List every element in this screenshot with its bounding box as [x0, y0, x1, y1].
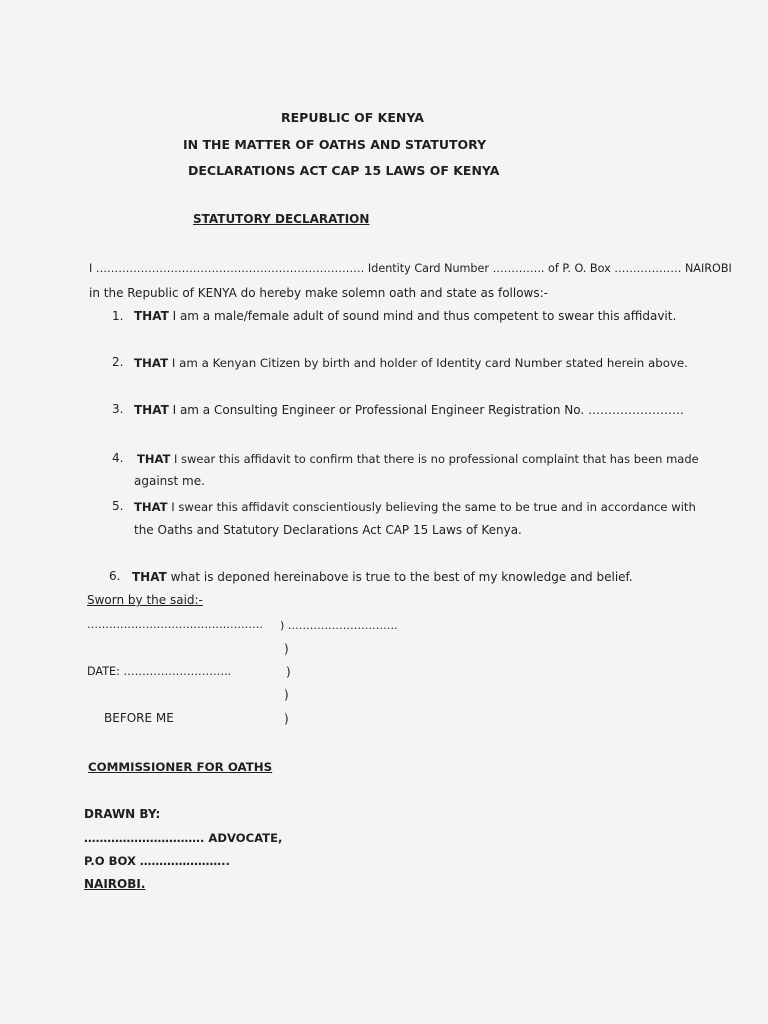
clause-keyword: THAT	[132, 570, 167, 584]
clause-number: 5.	[112, 499, 124, 513]
advocate-line: …………………………. ADVOCATE,	[84, 831, 283, 845]
heading-line-1: REPUBLIC OF KENYA	[281, 110, 424, 125]
drawn-by-label: DRAWN BY:	[84, 807, 161, 821]
clause-number: 1.	[112, 309, 124, 323]
clause-5-continuation: the Oaths and Statutory Declarations Act CAP 15 Laws of Kenya.	[134, 523, 522, 537]
clause-6	[132, 570, 633, 584]
clause-1	[134, 309, 676, 323]
po-box-line: P.O BOX …………………..	[84, 854, 230, 868]
before-me-label: BEFORE ME	[104, 711, 174, 725]
commissioner-label: COMMISSIONER FOR OATHS	[88, 760, 273, 774]
clause-5	[134, 500, 696, 514]
clause-2	[134, 356, 688, 370]
clause-text: I swear this affidavit conscientiously believing the same to be true and in accordance with	[167, 500, 696, 514]
clause-number: 6.	[109, 569, 121, 583]
sworn-label: Sworn by the said:-	[87, 593, 203, 607]
clause-text: I am a Consulting Engineer or Professional Engineer Registration No. ……………………	[168, 403, 685, 417]
bracket: )	[284, 642, 289, 656]
deponent-signature-line: …………………………………………	[87, 618, 263, 631]
clause-keyword: THAT	[134, 500, 168, 514]
clause-keyword: THAT	[134, 356, 169, 370]
clause-keyword: THAT	[134, 309, 169, 323]
clause-text: I am a Kenyan Citizen by birth and holder of Identity card Number stated herein above.	[168, 356, 688, 370]
city-line: NAIROBI.	[84, 877, 146, 891]
clause-keyword: THAT	[137, 452, 171, 466]
heading-line-3: DECLARATIONS ACT CAP 15 LAWS OF KENYA	[188, 163, 500, 178]
clause-number: 3.	[112, 402, 124, 416]
heading-line-2: IN THE MATTER OF OATHS AND STATUTORY	[183, 137, 487, 152]
bracket: )	[284, 688, 289, 702]
clause-4-continuation: against me.	[134, 474, 205, 488]
clause-text: what is deponed hereinabove is true to the best of my knowledge and belief.	[166, 570, 633, 584]
intro-line-1: I ……………………………………………………………… Identity Card Number ………….. of P. O. Box ……………… NAIROBI	[89, 262, 732, 275]
document-title: STATUTORY DECLARATION	[193, 212, 370, 226]
bracket: )	[284, 712, 289, 726]
bracket: )	[286, 665, 291, 679]
bracket-line: ) …………………………	[280, 619, 398, 632]
clause-text: I am a male/female adult of sound mind and thus competent to swear this affidavit.	[168, 309, 677, 323]
clause-number: 4.	[112, 451, 124, 465]
clause-number: 2.	[112, 355, 124, 369]
date-label: DATE: ………………………..	[87, 665, 232, 678]
intro-line-2: in the Republic of KENYA do hereby make solemn oath and state as follows:-	[89, 286, 548, 300]
clause-text: I swear this affidavit to confirm that there is no professional complaint that has been made	[170, 452, 699, 466]
clause-4	[137, 452, 699, 466]
clause-3	[134, 403, 684, 417]
clause-keyword: THAT	[134, 403, 169, 417]
